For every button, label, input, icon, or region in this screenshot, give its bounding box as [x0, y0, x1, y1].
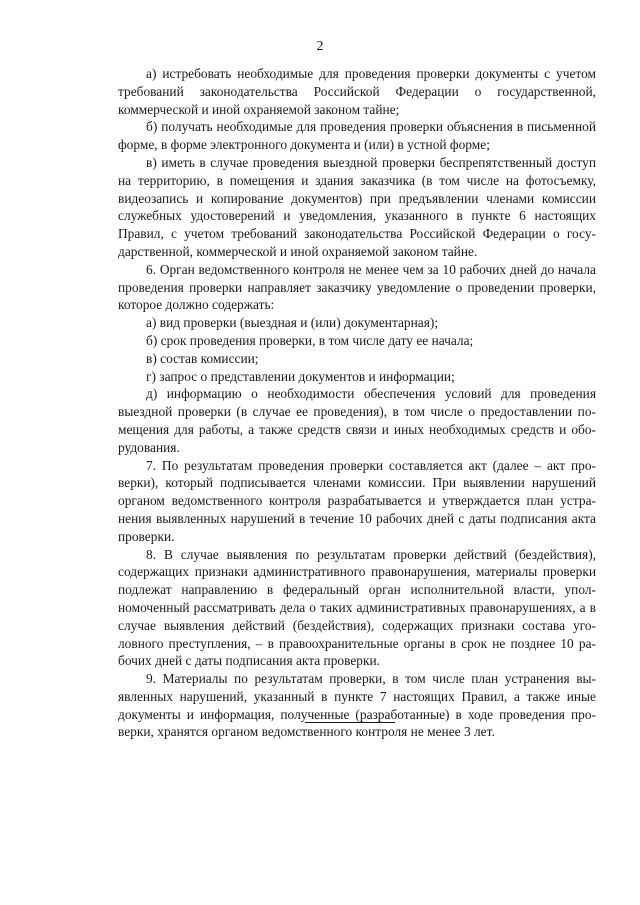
paragraph-8: 8. В случае выявления по результатам проверки действий (бездействия), содержащих признаки административного правонарушения, материалы проверки подлежат направлению в федеральный орган исполнительной власти, уполномоченный рассматривать дела о таких административных правонарушениях, а в случае выявления действий (бездействия), содержащих признаки состава уголовного преступления, – в правоохранительные органы в срок не позднее 10 рабочих дней с даты подписания акта проверки. [118, 546, 596, 669]
paragraph-6d: д) информацию о необходимости обеспечения условий для проведения выездной проверки (в случае ее проведения), в том числе о предоставлении помещения для работы, а также средств связи и иных необходимых средств и оборудования. [118, 386, 596, 455]
paragraph-6v: в) состав комиссии; [146, 350, 259, 366]
paragraph-6g: г) запрос о представлении документов и информации; [146, 368, 455, 384]
paragraph-5a: а) истребовать необходимые для проведения проверки документы с учетом требований законодательства Российской Федерации о государственной, коммерческой и иной охраняемой законом тайне; [118, 66, 596, 117]
paragraph-7: 7. По результатам проведения проверки составляется акт (далее – акт проверки), который подписывается членами комиссии. При выявлении нарушений органом ведомственного контроля разрабатывается и утверждается план устранения выявленных нарушений в течение 10 рабочих дней с даты подписания акта проверки. [118, 457, 596, 544]
paragraph-5b: б) получать необходимые для проведения проверки объяснения в письменной форме, в форме электронного документа и (или) в устной форме; [118, 119, 596, 153]
paragraph-5v: в) иметь в случае проведения выездной проверки беспрепятственный доступ на территорию, в помещения и здания заказчика (в том числе на фотосъемку, видеозапись и копирование документов) при предъявлении членами комиссии служебных удостоверений и уведомления, указанного в пункте 6 настоящих Правил, с учетом требований законодательства Российской Федерации о государственной, коммерческой и иной охраняемой законом тайне. [118, 154, 596, 259]
paragraph-9: 9. Материалы по результатам проверки, в том числе план устранения выявленных нарушений, указанный в пункте 7 настоящих Правил, а также иные документы и информация, полученные (разработанные) в ходе проведения проверки, хранятся органом ведомственного контроля не менее 3 лет. [118, 671, 596, 740]
paragraph-6b: б) срок проведения проверки, в том числе дату ее начала; [146, 332, 474, 348]
document-body [118, 65, 596, 741]
page-number: 2 [316, 39, 324, 54]
end-separator-line [305, 722, 395, 723]
paragraph-6: 6. Орган ведомственного контроля не менее чем за 10 рабочих дней до начала проведения проверки направляет заказчику уведомление о проведении проверки, которое должно содержать: [118, 261, 596, 313]
paragraph-6a: а) вид проверки (выездная и (или) документарная); [146, 315, 439, 331]
